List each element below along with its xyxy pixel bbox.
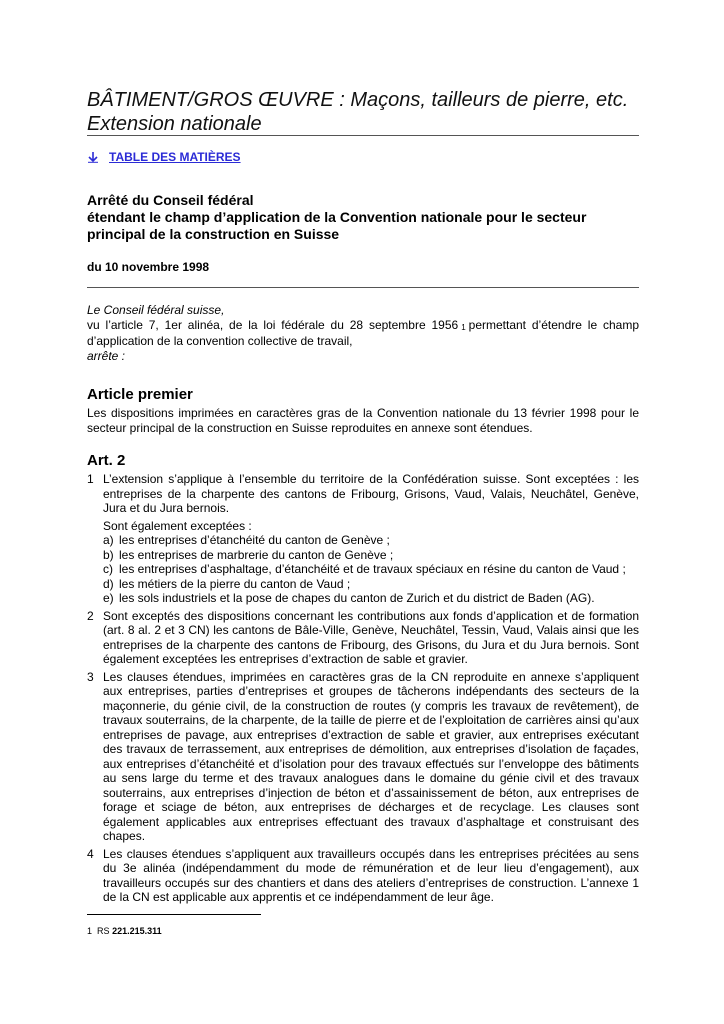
list-item — [103, 533, 639, 548]
preamble-arrete: arrête : — [87, 348, 126, 363]
paragraph-text: Les clauses étendues, imprimées en caractères gras de la CN reproduite en annexe s’appliquent aux entreprises, parties d’entreprises et groupes de tâcherons indépendants des secteurs de la maçonnerie, du génie civil, de la construction de routes (y compris les travaux de revêtement), de travaux souterrains, de la charpente, de la taille de pierre et de l’exploitation de carrières ainsi qu’aux entreprises de pavage, aux entreprises d’extraction de sable et gravier, aux entreprises exécutant des travaux de terrassement, aux entreprises de démolition, aux entreprises d’isolation de façades, aux entreprises d’étanchéité et d’isolation pour des travaux effectués sur l’enveloppe des bâtiments au sens large du terme et des travaux analogues dans le domaine du génie civil et des travaux souterrains, aux entreprises d’injection de béton et d’assainissement de béton, aux entreprises de forage et sciage de béton, aux entreprises de décharges et de recyclage. Les clauses sont également applicables aux entreprises effectuant des travaux d’asphaltage et construisant des chapes. — [103, 669, 639, 843]
article-2-paragraph-1 — [87, 472, 639, 606]
list-item-text: les métiers de la pierre du canton de Vaud ; — [119, 576, 351, 591]
section-divider — [87, 287, 639, 288]
list-item-text: les sols industriels et la pose de chapes du canton de Zurich et du district de Baden (AG). — [119, 591, 595, 605]
footnote-ref[interactable]: 1 — [461, 322, 466, 332]
article-2 — [87, 452, 639, 908]
paragraph-text: L’extension s’applique à l’ensemble du territoire de la Confédération suisse. Sont exceptées : les entreprises de la charpente des cantons de Fribourg, Grisons, Vaud, Valais, Neuchâtel, Genève, Jura et du Jura bernois. — [103, 472, 639, 515]
preamble-intro: Le Conseil fédéral suisse, — [87, 303, 225, 317]
footnote-prefix: RS — [97, 926, 110, 936]
preamble — [87, 303, 639, 363]
paragraph-text: Sont exceptés des dispositions concernant les contributions aux fonds d’application et de formation (art. 8 al. 2 et 3 CN) les cantons de Bâle-Ville, Genève, Neuchâtel, Tessin, Vaud, Valais ainsi que les entreprises de la charpente des cantons de Fribourg, des Grisons, du Jura et du Jura bernois. Sont également exceptées les entreprises d’extraction de sable et gravier. — [103, 608, 639, 666]
paragraph-number: 3 — [87, 669, 94, 684]
paragraph-number: 1 — [87, 472, 94, 486]
list-item-letter: b) — [103, 547, 114, 562]
article-premier — [87, 386, 639, 435]
decree-date: du 10 novembre 1998 — [87, 260, 210, 274]
paragraph-number: 2 — [87, 608, 94, 623]
list-item — [103, 562, 639, 577]
list-item-text: les entreprises d’étanchéité du canton de Genève ; — [119, 533, 390, 547]
list-item-letter: c) — [103, 562, 113, 576]
list-item — [103, 548, 639, 563]
preamble-vu-text-cont: permettant d’étendre le champ d’application de la convention collective de travail, — [87, 317, 639, 348]
list-item — [103, 577, 639, 592]
preamble-vu — [87, 318, 639, 349]
decree-title — [87, 192, 639, 243]
footnote-divider — [87, 914, 261, 915]
preamble-vu-text: vu l’article 7, 1er alinéa, de la loi fédérale du 28 septembre 1956 — [87, 317, 459, 332]
footnote — [87, 926, 162, 936]
toc-link-label[interactable]: TABLE DES MATIÈRES — [109, 150, 241, 164]
decree-title-line-2: étendant le champ d’application de la Convention nationale pour le secteur principal de la construction en Suisse — [87, 209, 587, 242]
list-item-text: les entreprises d’asphaltage, d’étanchéité et de travaux spéciaux en résine du canton de Vaud ; — [119, 562, 626, 576]
article-2-paragraph-3 — [87, 670, 639, 844]
list-item-letter: a) — [103, 533, 114, 547]
article-2-heading: Art. 2 — [87, 452, 126, 469]
page-title — [87, 88, 639, 136]
table-of-contents-link[interactable] — [87, 150, 241, 164]
article-2-paragraph-2 — [87, 609, 639, 667]
article-premier-heading: Article premier — [87, 386, 193, 403]
list-item-text: les entreprises de marbrerie du canton de Genève ; — [119, 547, 394, 562]
title-line-2: Extension nationale — [87, 113, 262, 135]
arrow-down-icon — [87, 151, 99, 163]
list-item-letter: e) — [103, 591, 114, 605]
list-item-letter: d) — [103, 576, 114, 591]
title-divider — [87, 135, 639, 136]
list-item — [103, 591, 639, 606]
title-line-1: BÂTIMENT/GROS ŒUVRE : Maçons, tailleurs de pierre, etc. — [87, 89, 629, 111]
decree-title-line-1: Arrêté du Conseil fédéral — [87, 192, 254, 208]
article-2-paragraph-4 — [87, 847, 639, 905]
paragraph-number: 4 — [87, 846, 94, 861]
article-premier-text: Les dispositions imprimées en caractères gras de la Convention nationale du 13 février 1998 pour le secteur principal de la construction en Suisse reproduites en annexe sont étendues. — [87, 406, 639, 435]
paragraph-text: Les clauses étendues s’appliquent aux travailleurs occupés dans les entreprises précitées au sens du 3e alinéa (indépendamment du mode de rémunération et de leur lieu d’engagement), aux travailleurs occupés sur des chantiers et dans des ateliers d’entreprises de construction. L’annexe 1 de la CN est applicable aux apprentis et ce indépendamment de leur âge. — [103, 846, 639, 904]
exceptions-intro: Sont également exceptées : — [103, 518, 252, 533]
footnote-reference: 221.215.311 — [112, 926, 162, 936]
footnote-number: 1 — [87, 926, 93, 936]
